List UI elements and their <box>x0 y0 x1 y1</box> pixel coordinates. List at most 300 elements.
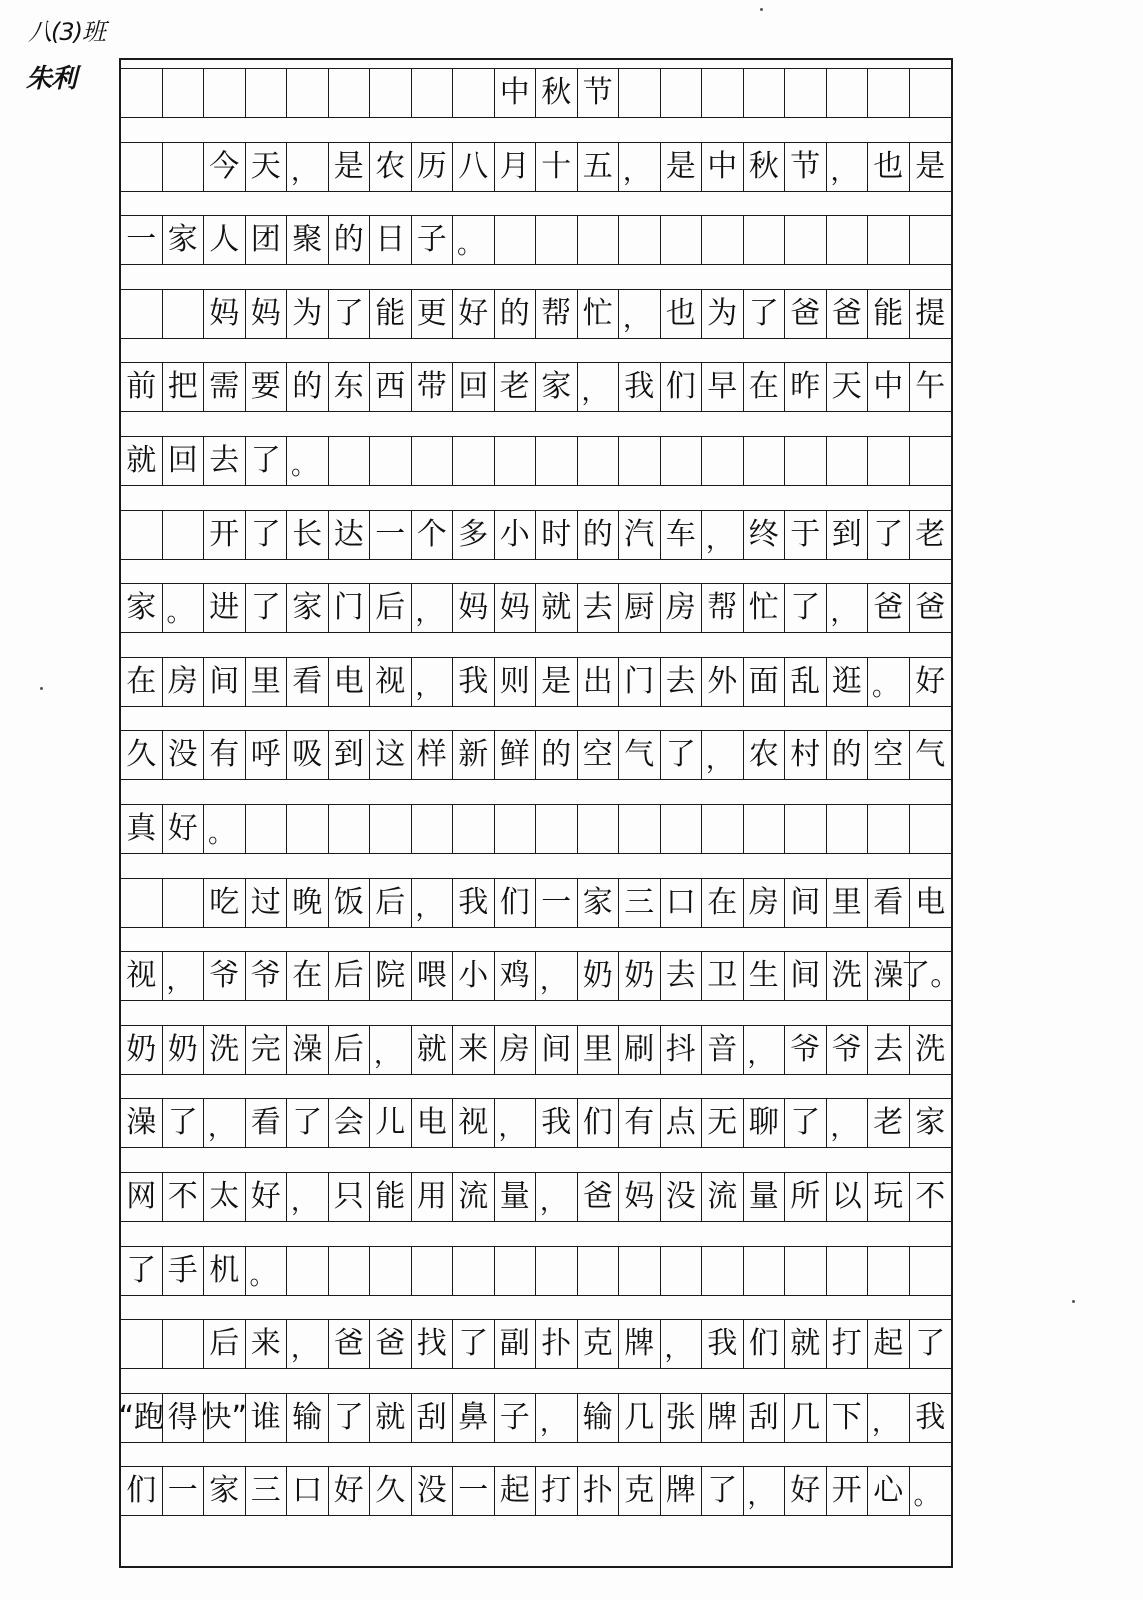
grid-cell-char: 输 <box>578 1394 620 1442</box>
grid-cell-char: 儿 <box>370 1099 412 1147</box>
grid-cell-char: 在 <box>287 952 329 1000</box>
grid-cell-char: 爷 <box>827 1026 869 1074</box>
grid-cell-empty <box>702 805 744 853</box>
grid-cell-char: 气 <box>915 737 946 773</box>
grid-cell-char: 好 <box>453 290 495 338</box>
grid-cell-char: 饭 <box>329 879 371 927</box>
grid-cell-char: 家 <box>578 879 620 927</box>
grid-cell-empty <box>412 69 454 117</box>
grid-cell-char: 奶 <box>121 1026 163 1074</box>
grid-cell-empty <box>827 1247 869 1295</box>
grid-cell-char: 。 <box>246 1247 288 1295</box>
grid-cell-char: 一 <box>121 216 163 264</box>
grid-cell-empty <box>744 69 786 117</box>
grid-cell-char: 快” <box>204 1394 246 1442</box>
grid-cell-char: 手 <box>163 1247 205 1295</box>
grid-cell-empty <box>163 290 205 338</box>
grid-cell-char: 去 <box>578 584 620 632</box>
grid-cell-char: 的 <box>578 511 620 559</box>
grid-cell-char: 刷 <box>619 1026 661 1074</box>
grid-cell-char: 流 <box>453 1173 495 1221</box>
grid-cell-char: 了 <box>121 1247 163 1295</box>
grid-cell-char: 后 <box>204 1320 246 1368</box>
grid-row <box>121 657 951 707</box>
grid-cell-empty <box>246 805 288 853</box>
grid-cell-char: 这 <box>370 731 412 779</box>
grid-cell-empty <box>495 216 537 264</box>
grid-cell-char: 回 <box>163 437 205 485</box>
grid-cell-empty <box>370 805 412 853</box>
grid-cell-empty <box>661 1247 703 1295</box>
grid-cell-char: ， <box>287 1320 329 1368</box>
grid-cell-empty <box>785 437 827 485</box>
grid-cell-empty <box>868 69 910 117</box>
grid-cell-char: 空 <box>868 731 910 779</box>
grid-cell-char: 日 <box>370 216 412 264</box>
grid-cell-empty <box>121 143 163 191</box>
grid-cell-char: 了 <box>915 1326 946 1362</box>
grid-cell-char: 量 <box>744 1173 786 1221</box>
grid-cell-char: 克 <box>619 1467 661 1515</box>
grid-cell-char: 奶 <box>163 1026 205 1074</box>
grid-cell-char: ， <box>412 584 454 632</box>
grid-cell-char: 量 <box>495 1173 537 1221</box>
grid-cell-char: 们 <box>744 1320 786 1368</box>
grid-cell-char: 家 <box>287 584 329 632</box>
grid-cell-empty <box>785 1247 827 1295</box>
grid-cell-char: 了 <box>868 511 910 559</box>
grid-cell-char: 小 <box>495 511 537 559</box>
grid-cell-char: 月 <box>495 143 537 191</box>
grid-cell-char: “跑 <box>121 1394 163 1442</box>
grid-cell-char: 提 <box>915 295 946 331</box>
grid-cell-char: 进 <box>204 584 246 632</box>
grid-cell-char: 子 <box>495 1394 537 1442</box>
grid-cell-char: ， <box>744 1026 786 1074</box>
grid-cell-char: 了 <box>744 290 786 338</box>
grid-cell-char: 电 <box>915 884 946 920</box>
grid-cell-char: 也 <box>661 290 703 338</box>
grid-cell-char: 房 <box>661 584 703 632</box>
grid-cell-char: 家 <box>121 584 163 632</box>
grid-cell-char: 是 <box>536 658 578 706</box>
grid-cell-char: 能 <box>868 290 910 338</box>
grid-cell-char: 门 <box>619 658 661 706</box>
grid-cell-char: 房 <box>495 1026 537 1074</box>
grid-cell-char: 忙 <box>744 584 786 632</box>
composition-grid <box>118 58 961 1568</box>
grid-cell-char: 晚 <box>287 879 329 927</box>
grid-cell-char: 老 <box>915 516 946 552</box>
grid-cell-empty <box>661 216 703 264</box>
grid-cell-char: 帮 <box>536 290 578 338</box>
grid-cell-char: 达 <box>329 511 371 559</box>
grid-cell-char: 间 <box>204 658 246 706</box>
grid-cell-char: 口 <box>287 1467 329 1515</box>
grid-cell-char: 牌 <box>702 1394 744 1442</box>
grid-cell-char: 的 <box>827 731 869 779</box>
grid-cell-char: 奶 <box>578 952 620 1000</box>
grid-cell-empty <box>163 69 205 117</box>
grid-cell-char: 能 <box>370 290 412 338</box>
grid-cell-char: 视 <box>453 1099 495 1147</box>
grid-cell-char: 一 <box>163 1467 205 1515</box>
grid-cell-empty <box>702 216 744 264</box>
grid-cell-char: 的 <box>329 216 371 264</box>
grid-cell-char: 我 <box>702 1320 744 1368</box>
grid-cell-empty <box>702 437 744 485</box>
grid-cell-char: 洗 <box>204 1026 246 1074</box>
grid-cell-char: 间 <box>785 952 827 1000</box>
grid-cell-char: ， <box>536 1173 578 1221</box>
grid-cell-empty <box>495 1247 537 1295</box>
grid-cell-char: 爸 <box>827 290 869 338</box>
grid-cell-char: 就 <box>785 1320 827 1368</box>
grid-cell-char: 。 <box>913 1481 940 1512</box>
grid-cell-char: 鸡 <box>495 952 537 1000</box>
grid-cell-empty <box>910 1247 952 1295</box>
grid-cell-char: 是 <box>329 143 371 191</box>
grid-cell-char: 后 <box>370 879 412 927</box>
grid-cell-empty <box>121 69 163 117</box>
grid-cell-char: 打 <box>827 1320 869 1368</box>
grid-cell-char: 扑 <box>578 1467 620 1515</box>
grid-cell-char: 抖 <box>661 1026 703 1074</box>
grid-cell-char: 去 <box>868 1026 910 1074</box>
grid-cell-char: 帮 <box>702 584 744 632</box>
grid-cell-char: ， <box>702 731 744 779</box>
grid-cell-char: 妈 <box>204 290 246 338</box>
grid-cell-empty <box>329 437 371 485</box>
grid-cell-char: ， <box>370 1026 412 1074</box>
grid-cell-empty <box>578 805 620 853</box>
grid-cell-char: 了 <box>702 1467 744 1515</box>
grid-cell-char: 刮 <box>412 1394 454 1442</box>
grid-cell-empty <box>536 437 578 485</box>
grid-cell-empty <box>578 1247 620 1295</box>
grid-cell-empty <box>246 69 288 117</box>
grid-row <box>121 289 951 339</box>
grid-cell-char: 们 <box>661 363 703 411</box>
grid-cell-empty <box>744 216 786 264</box>
grid-cell-char: 奶 <box>619 952 661 1000</box>
grid-cell-empty <box>661 437 703 485</box>
grid-cell-empty <box>827 69 869 117</box>
grid-cell-char: 新 <box>453 731 495 779</box>
grid-cell-empty <box>661 805 703 853</box>
grid-cell-empty <box>412 805 454 853</box>
grid-cell-char: 没 <box>412 1467 454 1515</box>
grid-cell-char: 前 <box>121 363 163 411</box>
grid-cell-char: 里 <box>578 1026 620 1074</box>
grid-cell-char: 电 <box>412 1099 454 1147</box>
grid-cell-empty <box>868 805 910 853</box>
grid-cell-empty <box>785 805 827 853</box>
grid-cell-empty <box>163 879 205 927</box>
grid-cell-char: 后 <box>329 952 371 1000</box>
grid-cell-char: 三 <box>619 879 661 927</box>
grid-cell-char: 看 <box>246 1099 288 1147</box>
grid-cell-char: 爸 <box>785 290 827 338</box>
grid-cell-char: ， <box>827 584 869 632</box>
grid-cell-char: 音 <box>702 1026 744 1074</box>
grid-cell-empty <box>910 69 952 117</box>
grid-cell-char: 牌 <box>661 1467 703 1515</box>
grid-cell-char: 爸 <box>868 584 910 632</box>
grid-row <box>121 1466 951 1516</box>
grid-cell-char: 洗 <box>827 952 869 1000</box>
grid-cell-char: 洗 <box>915 1031 946 1067</box>
grid-row <box>121 1172 951 1222</box>
grid-cell-empty <box>370 1247 412 1295</box>
grid-cell-char: 天 <box>246 143 288 191</box>
grid-cell-empty <box>910 437 952 485</box>
grid-cell-char: 爷 <box>246 952 288 1000</box>
grid-cell-char: 没 <box>163 731 205 779</box>
grid-cell-char: 妈 <box>453 584 495 632</box>
grid-cell-char: 家 <box>536 363 578 411</box>
grid-cell-char: ， <box>287 143 329 191</box>
grid-cell-empty <box>619 437 661 485</box>
grid-cell-empty <box>744 805 786 853</box>
grid-cell-char: 间 <box>785 879 827 927</box>
class-note: 八(3)班 <box>28 18 105 46</box>
grid-cell-char: 聚 <box>287 216 329 264</box>
grid-cell-char: ， <box>495 1099 537 1147</box>
grid-cell-char: 打 <box>536 1467 578 1515</box>
grid-cell-char: 了 <box>287 1099 329 1147</box>
grid-cell-char: 了 <box>785 584 827 632</box>
grid-cell-char: 澡 <box>121 1099 163 1147</box>
grid-row <box>121 362 951 412</box>
grid-cell-char: 空 <box>578 731 620 779</box>
grid-cell-char: 就 <box>121 437 163 485</box>
grid-cell-char: ， <box>868 1394 910 1442</box>
grid-cell-char: 多 <box>453 511 495 559</box>
grid-cell-empty <box>536 1247 578 1295</box>
grid-cell-char: 了。 <box>900 958 961 994</box>
grid-cell-char: 妈 <box>619 1173 661 1221</box>
grid-cell-char: 有 <box>619 1099 661 1147</box>
grid-cell-char: 。 <box>287 437 329 485</box>
grid-cell-char: 网 <box>121 1173 163 1221</box>
grid-cell-char: 流 <box>702 1173 744 1221</box>
grid-cell-char: 克 <box>578 1320 620 1368</box>
grid-cell-char: 面 <box>744 658 786 706</box>
grid-cell-char: 人 <box>204 216 246 264</box>
grid-cell-empty <box>702 1247 744 1295</box>
grid-cell-char: 里 <box>246 658 288 706</box>
grid-cell-empty <box>827 805 869 853</box>
grid-cell-char: 久 <box>121 731 163 779</box>
grid-row <box>121 142 951 192</box>
grid-cell-char: 扑 <box>536 1320 578 1368</box>
grid-cell-char: 把 <box>163 363 205 411</box>
grid-cell-char: 家 <box>204 1467 246 1515</box>
grid-cell-char: 出 <box>578 658 620 706</box>
grid-cell-empty <box>744 1247 786 1295</box>
grid-cell-char: 一 <box>453 1467 495 1515</box>
grid-cell-char: 三 <box>246 1467 288 1515</box>
grid-cell-char: 汽 <box>619 511 661 559</box>
grid-cell-char: ， <box>661 1320 703 1368</box>
grid-cell-char: 了 <box>246 511 288 559</box>
grid-cell-empty <box>370 437 412 485</box>
grid-cell-char: 妈 <box>495 584 537 632</box>
grid-cell-char: 能 <box>370 1173 412 1221</box>
grid-cell-char: 呼 <box>246 731 288 779</box>
grid-cell-empty <box>661 69 703 117</box>
grid-cell-char: 老 <box>868 1099 910 1147</box>
grid-cell-empty <box>910 216 952 264</box>
grid-cell-empty <box>204 69 246 117</box>
grid-cell-char: 起 <box>495 1467 537 1515</box>
grid-cell-char: 牌 <box>619 1320 661 1368</box>
stray-mark <box>760 8 763 11</box>
grid-cell-char: 爸 <box>370 1320 412 1368</box>
grid-cell-char: 副 <box>495 1320 537 1368</box>
grid-cell-empty <box>121 290 163 338</box>
grid-cell-char: 喂 <box>412 952 454 1000</box>
grid-cell-empty <box>495 437 537 485</box>
grid-cell-char: 张 <box>661 1394 703 1442</box>
grid-cell-char: 逛 <box>827 658 869 706</box>
grid-cell-char: 为 <box>287 290 329 338</box>
grid-cell-char: 开 <box>827 1467 869 1515</box>
grid-cell-char: 聊 <box>744 1099 786 1147</box>
grid-cell-empty <box>785 216 827 264</box>
grid-cell-char: 开 <box>204 511 246 559</box>
grid-cell-char: 了 <box>785 1099 827 1147</box>
grid-cell-char: 午 <box>915 369 946 405</box>
grid-cell-char: ， <box>287 1173 329 1221</box>
grid-cell-empty <box>744 437 786 485</box>
grid-row <box>121 878 951 928</box>
grid-cell-empty <box>329 1247 371 1295</box>
grid-cell-char: 在 <box>121 658 163 706</box>
grid-cell-char: 昨 <box>785 363 827 411</box>
grid-cell-char: 爸 <box>329 1320 371 1368</box>
grid-cell-empty <box>578 437 620 485</box>
grid-cell-empty <box>287 69 329 117</box>
grid-cell-char: ， <box>744 1467 786 1515</box>
grid-cell-char: 了 <box>453 1320 495 1368</box>
grid-cell-char: 农 <box>744 731 786 779</box>
grid-cell-char: 吸 <box>287 731 329 779</box>
grid-cell-empty <box>619 1247 661 1295</box>
grid-cell-empty <box>329 69 371 117</box>
stray-mark <box>1072 1300 1075 1303</box>
grid-cell-char: ， <box>163 952 205 1000</box>
grid-cell-char: 是 <box>915 148 946 184</box>
grid-cell-char: 村 <box>785 731 827 779</box>
grid-cell-char: 一 <box>370 511 412 559</box>
grid-cell-empty <box>495 805 537 853</box>
grid-cell-char: ， <box>412 879 454 927</box>
grid-cell-char: 于 <box>785 511 827 559</box>
grid-cell-char: 爷 <box>204 952 246 1000</box>
grid-cell-char: 需 <box>204 363 246 411</box>
grid-cell-char: 五 <box>578 143 620 191</box>
grid-cell-char: 的 <box>536 731 578 779</box>
grid-row <box>121 1319 951 1369</box>
grid-cell-char: 爷 <box>785 1026 827 1074</box>
grid-cell-char: ， <box>702 511 744 559</box>
grid-cell-char: 爸 <box>915 590 946 626</box>
grid-cell-char: 了 <box>329 1394 371 1442</box>
grid-cell-char: 我 <box>619 363 661 411</box>
grid-cell-char: 有 <box>204 731 246 779</box>
grid-cell-char: 十 <box>536 143 578 191</box>
grid-cell-char: 找 <box>412 1320 454 1368</box>
grid-cell-char: 不 <box>915 1179 946 1214</box>
grid-cell-char: 的 <box>287 363 329 411</box>
grid-cell-char: 了 <box>329 290 371 338</box>
grid-cell-char: 车 <box>661 511 703 559</box>
grid-cell-char: 家 <box>915 1105 946 1141</box>
grid-cell-char: ， <box>827 1099 869 1147</box>
grid-cell-empty <box>868 437 910 485</box>
grid-cell-char: 历 <box>412 143 454 191</box>
grid-row <box>121 583 951 633</box>
grid-cell-char: 更 <box>412 290 454 338</box>
grid-cell-char: 长 <box>287 511 329 559</box>
grid-cell-char: 看 <box>287 658 329 706</box>
grid-cell-char: 们 <box>121 1467 163 1515</box>
grid-cell-char: 天 <box>827 363 869 411</box>
grid-cell-char: 个 <box>412 511 454 559</box>
grid-cell-empty <box>412 437 454 485</box>
grid-cell-char: 机 <box>204 1247 246 1295</box>
grid-cell-char: 里 <box>827 879 869 927</box>
grid-cell-char: 子 <box>412 216 454 264</box>
grid-cell-char: 真 <box>121 805 163 853</box>
grid-cell-char: 用 <box>412 1173 454 1221</box>
grid-cell-char: 老 <box>495 363 537 411</box>
grid-cell-char: 早 <box>702 363 744 411</box>
grid-cell-char: 秋 <box>536 69 578 117</box>
grid-cell-char: 。 <box>868 658 910 706</box>
grid-cell-char: 得 <box>163 1394 205 1442</box>
grid-cell-char: ， <box>536 1394 578 1442</box>
grid-cell-empty <box>702 69 744 117</box>
grid-cell-char: 会 <box>329 1099 371 1147</box>
grid-cell-char: 口 <box>661 879 703 927</box>
grid-cell-char: 好 <box>915 663 946 699</box>
grid-cell-char: 回 <box>453 363 495 411</box>
grid-cell-empty <box>619 69 661 117</box>
grid-cell-char: 也 <box>868 143 910 191</box>
grid-cell-char: 谁 <box>246 1394 288 1442</box>
grid-cell-char: 是 <box>661 143 703 191</box>
grid-cell-empty <box>412 1247 454 1295</box>
grid-cell-char: 中 <box>495 69 537 117</box>
grid-cell-char: ， <box>578 363 620 411</box>
grid-cell-char: 来 <box>246 1320 288 1368</box>
grid-cell-char: 视 <box>370 658 412 706</box>
grid-cell-empty <box>536 216 578 264</box>
grid-row <box>121 436 951 486</box>
grid-cell-char: 房 <box>744 879 786 927</box>
grid-cell-char: 节 <box>578 69 620 117</box>
grid-cell-char: 完 <box>246 1026 288 1074</box>
grid-cell-empty <box>453 805 495 853</box>
grid-cell-char: 东 <box>329 363 371 411</box>
grid-cell-char: ， <box>412 658 454 706</box>
grid-cell-char: 生 <box>744 952 786 1000</box>
grid-row <box>121 1246 951 1296</box>
grid-cell-char: 忙 <box>578 290 620 338</box>
